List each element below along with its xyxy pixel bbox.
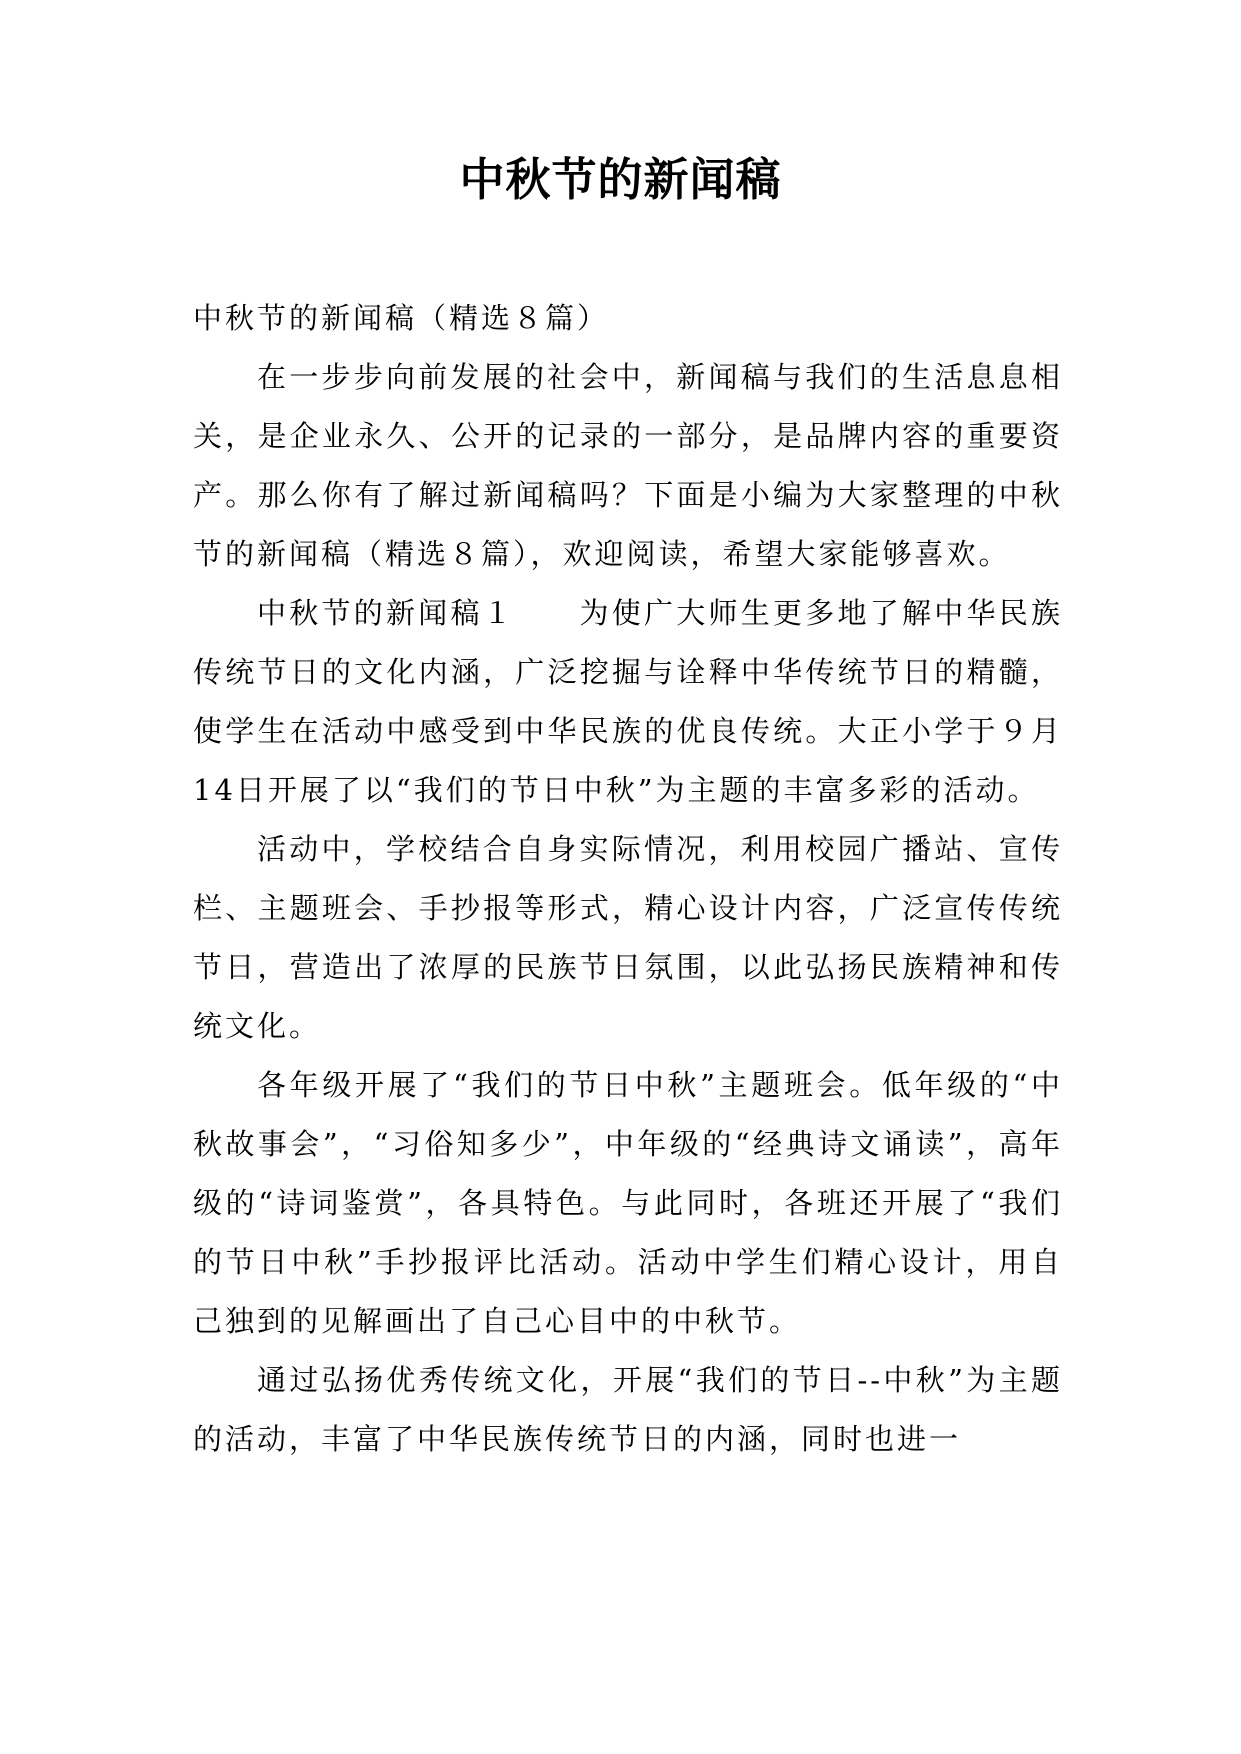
paragraph-intro: 在一步步向前发展的社会中，新闻稿与我们的生活息息相关，是企业永久、公开的记录的一部分，是品牌内容的重要资产。那么你有了解过新闻稿吗？下面是小编为大家整理的中秋节的新闻稿（精选８篇），欢迎阅读，希望大家能够喜欢。 bbox=[193, 360, 1063, 571]
paragraph-conclusion: 通过弘扬优秀传统文化，开展“我们的节日--中秋”为主题的活动，丰富了中华民族传统节日的内涵，同时也进一 bbox=[193, 1363, 1063, 1456]
paragraph-article-1-lead: 中秋节的新闻稿１ 为使广大师生更多地了解中华民族传统节日的文化内涵，广泛挖掘与诠释中华传统节日的精髓，使学生在活动中感受到中华民族的优良传统。大正小学于９月14日开展了以“我们的节日中秋”为主题的丰富多彩的活动。 bbox=[193, 596, 1063, 807]
paragraph-activities: 活动中，学校结合自身实际情况，利用校园广播站、宣传栏、主题班会、手抄报等形式，精心设计内容，广泛宣传传统节日，营造出了浓厚的民族节日氛围，以此弘扬民族精神和传统文化。 bbox=[193, 832, 1063, 1043]
paragraph-class-meetings: 各年级开展了“我们的节日中秋”主题班会。低年级的“中秋故事会”，“习俗知多少”，中年级的“经典诗文诵读”，高年级的“诗词鉴赏”，各具特色。与此同时，各班还开展了“我们的节日中秋”手抄报评比活动。活动中学生们精心设计，用自己独到的见解画出了自己心目中的中秋节。 bbox=[193, 1068, 1063, 1338]
document-title: 中秋节的新闻稿 bbox=[459, 153, 782, 206]
document-body bbox=[193, 289, 1063, 1469]
document-subtitle: 中秋节的新闻稿（精选８篇） bbox=[193, 301, 610, 335]
